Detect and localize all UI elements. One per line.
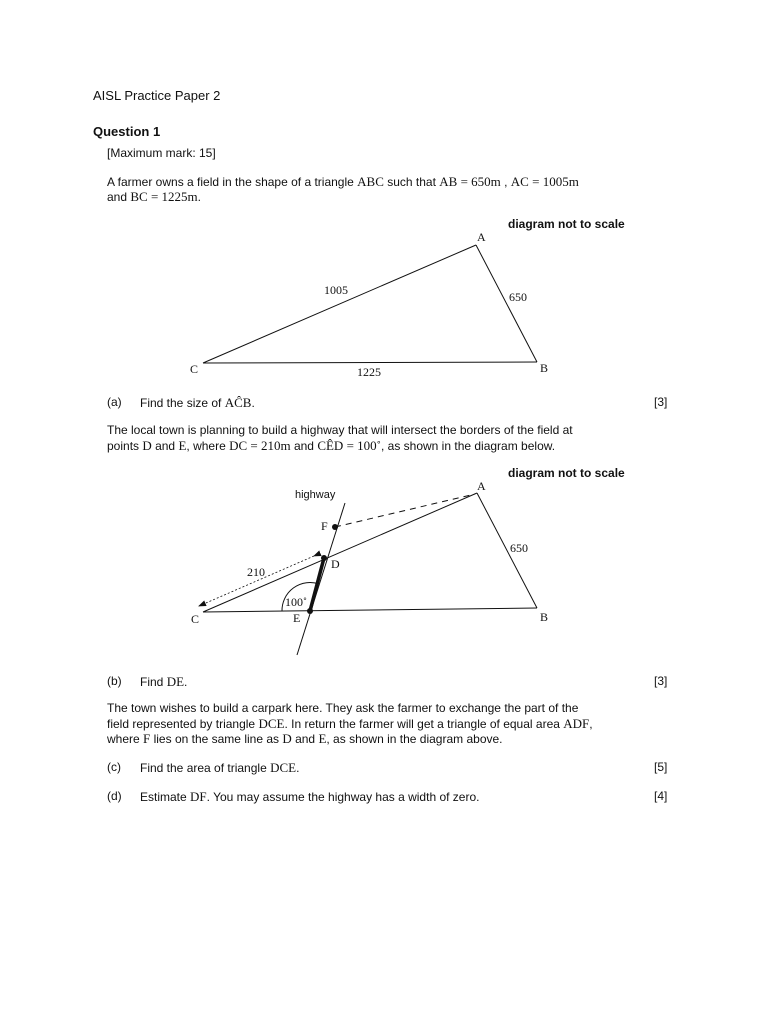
- carpark-text: field represented by triangle: [107, 717, 259, 731]
- maximum-mark: [Maximum mark: 15]: [107, 146, 216, 160]
- part-c-text: Find the area of triangle: [140, 761, 271, 775]
- point-label-d: D: [331, 557, 340, 571]
- point-e: E: [178, 438, 187, 453]
- question-title: Question 1: [93, 124, 161, 139]
- carpark-text: lies on the same line as: [150, 732, 283, 746]
- intro-text: A farmer owns a field in the shape of a triangle: [107, 175, 358, 189]
- part-d-label: (d): [107, 789, 122, 803]
- intro-text: .: [197, 190, 201, 204]
- part-c-marks: [5]: [654, 760, 668, 774]
- intro-text: ,: [500, 175, 511, 189]
- carpark-text: , as shown in the diagram above.: [326, 732, 503, 746]
- dc-length: DC = 210m: [229, 438, 291, 453]
- segment-de-name: DE: [166, 674, 185, 689]
- part-c-question: [140, 760, 299, 776]
- bc-length: BC = 1225m: [130, 189, 198, 204]
- vertex-label-c: C: [191, 612, 200, 626]
- point-f: F: [143, 731, 151, 746]
- point-e-dot: [307, 608, 313, 614]
- intro-text: and: [107, 190, 131, 204]
- part-a-label: (a): [107, 395, 122, 409]
- carpark-text: ,: [589, 717, 593, 731]
- triangle-adf: ADF: [563, 716, 590, 731]
- length-label-ac: 1005: [324, 283, 348, 297]
- vertex-label-c: C: [190, 362, 199, 376]
- point-e: E: [318, 731, 327, 746]
- angle-label-ced: 100˚: [285, 595, 307, 609]
- point-d: D: [142, 438, 152, 453]
- part-d-text: Estimate: [140, 790, 191, 804]
- length-label-bc: 1225: [357, 365, 381, 379]
- paper-title: AISL Practice Paper 2: [93, 88, 221, 103]
- triangle-dce: DCE: [258, 716, 285, 731]
- highway-text: and: [151, 439, 179, 453]
- length-label-ab: 650: [510, 541, 528, 555]
- highway-text: and: [290, 439, 318, 453]
- carpark-line-2: [107, 716, 593, 732]
- point-label-f: F: [321, 519, 328, 533]
- highway-text: , where: [186, 439, 230, 453]
- highway-text: points: [107, 439, 143, 453]
- side-ac: [203, 493, 477, 612]
- carpark-line-1: The town wishes to build a carpark here. They ask the farmer to exchange the part of the: [107, 701, 579, 715]
- vertex-label-b: B: [540, 361, 549, 375]
- segment-df-name: DF: [190, 789, 207, 804]
- vertex-label-a: A: [477, 479, 486, 493]
- highway-line-1: The local town is planning to build a highway that will intersect the borders of the field at: [107, 423, 573, 437]
- dashed-line-fa: [335, 494, 475, 527]
- point-label-e: E: [293, 611, 301, 625]
- triangle-abc: ABC: [357, 174, 384, 189]
- part-c-end: .: [296, 761, 300, 775]
- angle-acb: AĈB: [224, 395, 252, 410]
- vertex-label-b: B: [540, 610, 549, 624]
- point-d-dot: [321, 555, 327, 561]
- length-label-dc: 210: [247, 565, 265, 579]
- ab-length: AB = 650m: [439, 174, 501, 189]
- carpark-text: and: [291, 732, 319, 746]
- angle-ced: CÊD = 100˚: [317, 438, 381, 453]
- diagram-1-note: diagram not to scale: [508, 217, 625, 231]
- diagram-2-note: diagram not to scale: [508, 466, 625, 480]
- side-ab: [477, 493, 537, 608]
- part-a-end: .: [251, 396, 255, 410]
- carpark-text: where: [107, 732, 144, 746]
- segment-de: [310, 558, 324, 611]
- highway-label: highway: [295, 489, 336, 501]
- part-d-end: . You may assume the highway has a width of zero.: [206, 790, 480, 804]
- part-b-label: (b): [107, 674, 122, 688]
- carpark-line-3: [107, 731, 503, 747]
- highway-text: , as shown in the diagram below.: [380, 439, 556, 453]
- triangle-dce: DCE: [270, 760, 297, 775]
- part-a-marks: [3]: [654, 395, 668, 409]
- side-bc: [203, 608, 537, 612]
- ac-length: AC = 1005m: [510, 174, 579, 189]
- length-label-ab: 650: [509, 290, 527, 304]
- intro-text: such that: [383, 175, 440, 189]
- vertex-label-a: A: [477, 230, 486, 244]
- part-b-question: [140, 674, 187, 690]
- part-b-end: .: [184, 675, 188, 689]
- part-b-marks: [3]: [654, 674, 668, 688]
- part-b-text: Find: [140, 675, 167, 689]
- part-a-text: Find the size of: [140, 396, 225, 410]
- point-d: D: [282, 731, 292, 746]
- point-f-dot: [332, 524, 338, 530]
- carpark-text: . In return the farmer will get a triangle of equal area: [284, 717, 564, 731]
- part-d-question: [140, 789, 479, 805]
- part-c-label: (c): [107, 760, 121, 774]
- part-d-marks: [4]: [654, 789, 668, 803]
